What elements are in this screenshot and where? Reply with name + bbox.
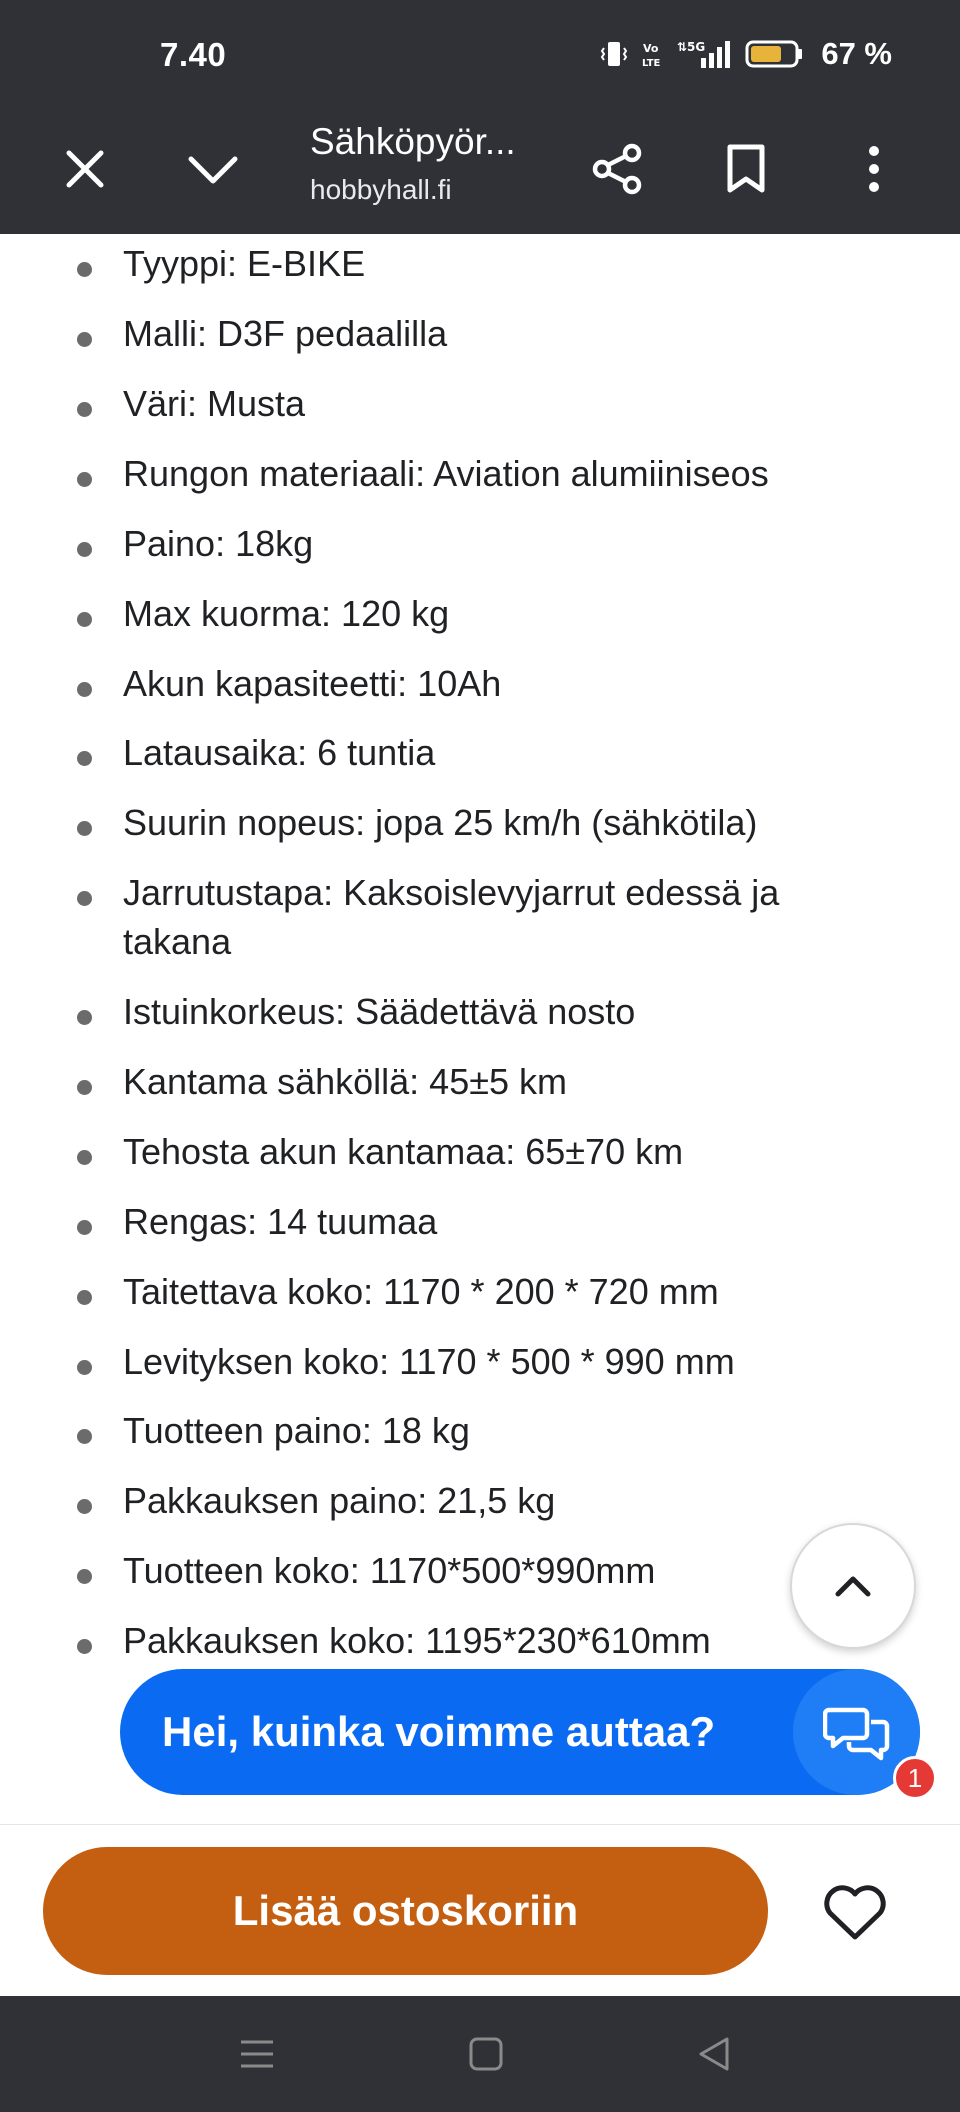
spec-text: Tuotteen paino: 18 kg — [123, 1410, 470, 1451]
spec-text: Max kuorma: 120 kg — [123, 593, 450, 634]
spec-text: Malli: D3F pedaalilla — [123, 313, 448, 354]
close-button[interactable] — [45, 129, 125, 209]
bullet — [77, 402, 92, 417]
svg-text:Vo: Vo — [643, 42, 659, 55]
page-title-block[interactable] — [310, 114, 580, 210]
page-domain: hobbyhall.fi — [310, 174, 452, 205]
chat-notification-badge: 1 — [893, 1756, 937, 1800]
bullet — [77, 332, 92, 347]
status-time: 7.40 — [160, 36, 227, 73]
svg-text:LTE: LTE — [642, 58, 661, 69]
system-nav-bar — [0, 1996, 960, 2112]
vibrate-icon — [599, 39, 629, 69]
chevron-down-icon — [187, 151, 239, 187]
volte-icon — [641, 39, 665, 69]
spec-text: Pakkauksen paino: 21,5 kg — [123, 1480, 556, 1521]
action-bar — [0, 1824, 960, 1996]
home-button[interactable] — [456, 2024, 516, 2084]
square-icon — [466, 2034, 506, 2074]
heart-icon — [822, 1882, 888, 1942]
bookmark-icon — [724, 143, 768, 195]
share-button[interactable] — [578, 129, 658, 209]
spec-text: Pakkauksen koko: 1195*230*610mm — [123, 1620, 711, 1661]
spec-text: Tehosta akun kantamaa: 65±70 km — [123, 1131, 684, 1172]
chat-bubbles-icon — [823, 1702, 891, 1762]
status-icons — [599, 34, 892, 74]
add-to-cart-button[interactable]: Lisää ostoskoriin — [43, 1847, 768, 1975]
favorite-button[interactable] — [810, 1867, 900, 1957]
spec-text: Tuotteen koko: 1170*500*990mm — [123, 1550, 656, 1591]
back-button[interactable] — [684, 2024, 744, 2084]
bullet — [77, 1499, 92, 1514]
chat-widget-button[interactable] — [120, 1669, 920, 1795]
bullet — [77, 472, 92, 487]
close-icon — [63, 147, 107, 191]
spec-text: Kantama sähköllä: 45±5 km — [123, 1061, 567, 1102]
bullet — [77, 1080, 92, 1095]
bullet — [77, 1569, 92, 1584]
battery-percent: 67 % — [821, 36, 892, 71]
battery-icon — [745, 39, 803, 69]
bullet — [77, 1429, 92, 1444]
spec-text: Levityksen koko: 1170 * 500 * 990 mm — [123, 1341, 735, 1382]
page-title: Sähköpyör... — [310, 121, 516, 162]
bullet — [77, 1150, 92, 1165]
bullet — [77, 262, 92, 277]
spec-text: Latausaika: 6 tuntia — [123, 732, 436, 773]
bullet — [77, 1010, 92, 1025]
bullet — [77, 751, 92, 766]
more-vert-icon — [864, 143, 884, 195]
bullet — [77, 891, 92, 906]
minimize-button[interactable] — [173, 129, 253, 209]
share-icon — [590, 141, 646, 197]
chat-label: Hei, kuinka voimme auttaa? — [162, 1708, 716, 1755]
bullet — [77, 1290, 92, 1305]
bullet — [77, 612, 92, 627]
browser-toolbar — [0, 104, 960, 234]
spec-text: Istuinkorkeus: Säädettävä nosto — [123, 991, 636, 1032]
scroll-to-top-button[interactable] — [790, 1523, 916, 1649]
svg-text:⇅5G: ⇅5G — [677, 40, 706, 54]
spec-text: Akun kapasiteetti: 10Ah — [123, 663, 502, 704]
spec-text: Suurin nopeus: jopa 25 km/h (sähkötila) — [123, 802, 758, 843]
bullet — [77, 682, 92, 697]
bullet — [77, 1360, 92, 1375]
spec-text: Rengas: 14 tuumaa — [123, 1201, 438, 1242]
spec-text: Taitettava koko: 1170 * 200 * 720 mm — [123, 1271, 719, 1312]
triangle-back-icon — [694, 2034, 734, 2074]
5g-signal-icon — [677, 38, 733, 70]
bullet — [77, 1639, 92, 1654]
bullet — [77, 821, 92, 836]
bookmark-button[interactable] — [706, 129, 786, 209]
chevron-up-icon — [833, 1573, 873, 1599]
more-options-button[interactable] — [834, 129, 914, 209]
spec-text: Rungon materiaali: Aviation alumiiniseos — [123, 453, 769, 494]
spec-text: Jarrutustapa: Kaksoislevyjarrut edessä ja takana — [123, 872, 780, 962]
menu-lines-icon — [237, 2036, 277, 2072]
spec-text: Väri: Musta — [123, 383, 306, 424]
bullet — [77, 542, 92, 557]
recents-button[interactable] — [227, 2024, 287, 2084]
status-bar — [0, 0, 960, 104]
bullet — [77, 1220, 92, 1235]
spec-text: Paino: 18kg — [123, 523, 314, 564]
spec-text: Tyyppi: E-BIKE — [123, 243, 366, 284]
